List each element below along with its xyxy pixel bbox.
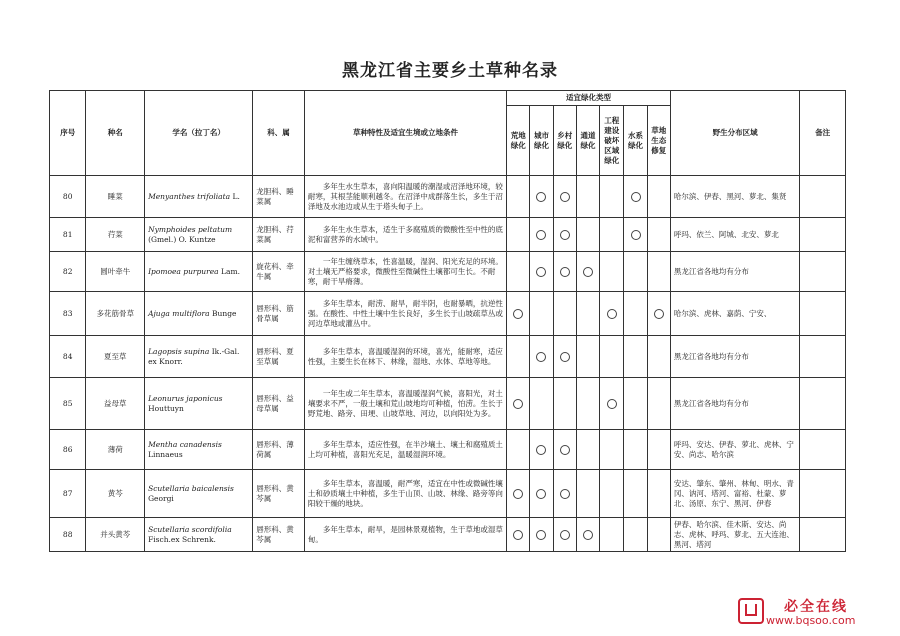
cell-type-mark (624, 378, 647, 430)
cell-family: 唇形科、筋骨草属 (253, 292, 305, 336)
cell-type-mark (507, 378, 530, 430)
cell-name: 夏至草 (86, 336, 145, 378)
cell-distribution: 呼玛、依兰、阿城、北安、萝北 (670, 218, 799, 252)
cell-type-mark (600, 252, 624, 292)
cell-type-mark (553, 470, 576, 518)
sci-name: Nymphoides peltatum (148, 224, 233, 234)
cell-type-mark (600, 176, 624, 218)
cell-type-mark (553, 518, 576, 552)
cell-type-mark (647, 470, 670, 518)
cell-distribution: 黑龙江省各地均有分布 (670, 378, 799, 430)
cell-family: 龙胆科、睡菜属 (253, 176, 305, 218)
circle-mark-icon (513, 399, 523, 409)
sci-author: Georgi (148, 493, 174, 503)
cell-name: 圆叶牵牛 (86, 252, 145, 292)
cell-type-mark (553, 252, 576, 292)
sci-author: (Gmel.) O. Kuntze (148, 234, 216, 244)
cell-type-mark (624, 430, 647, 470)
cell-sci (145, 378, 253, 430)
circle-mark-icon (536, 230, 546, 240)
cell-traits: 一年生缠绕草本，性喜温暖，湿润、阳光充足的环境。对土壤无严格要求，微酸性至微碱性土壤都可生长。不耐寒，耐干旱瘠薄。 (304, 252, 506, 292)
table-row (50, 252, 846, 292)
cell-remark (800, 518, 846, 552)
cell-traits: 多年生草本，耐旱，是园林景观植物，生于草地或湿草甸。 (304, 518, 506, 552)
header-type-water: 水系绿化 (624, 106, 647, 176)
table-row (50, 292, 846, 336)
cell-type-mark (553, 430, 576, 470)
header-no: 序号 (50, 91, 86, 176)
cell-family: 唇形科、黄芩属 (253, 518, 305, 552)
cell-type-mark (576, 176, 599, 218)
sci-name: Leonurus japonicus (148, 393, 223, 403)
cell-type-mark (600, 292, 624, 336)
table-row (50, 470, 846, 518)
cell-type-mark (530, 430, 553, 470)
header-type-group: 适宜绿化类型 (507, 91, 671, 106)
table-row (50, 336, 846, 378)
sci-name: Lagopsis supina (148, 346, 210, 356)
cell-type-mark (647, 176, 670, 218)
cell-remark (800, 292, 846, 336)
sci-author: Linnaeus (148, 449, 183, 459)
cell-type-mark (576, 470, 599, 518)
circle-mark-icon (513, 309, 523, 319)
cell-type-mark (576, 218, 599, 252)
circle-mark-icon (536, 489, 546, 499)
cell-type-mark (600, 378, 624, 430)
table-row (50, 430, 846, 470)
cell-type-mark (507, 252, 530, 292)
cell-traits: 多年生水生草本，喜向阳温暖的潮湿或沼泽地环境，较耐寒，其根茎能顺利越冬。在沼泽中成群落生长，多生于沼泽地及水池边或从生于塔头甸子上。 (304, 176, 506, 218)
cell-distribution: 哈尔滨、伊春、黑河、萝北、集贤 (670, 176, 799, 218)
cell-type-mark (576, 252, 599, 292)
circle-mark-icon (560, 489, 570, 499)
cell-remark (800, 218, 846, 252)
cell-sci (145, 252, 253, 292)
cell-type-mark (507, 292, 530, 336)
circle-mark-icon (607, 399, 617, 409)
circle-mark-icon (583, 267, 593, 277)
cell-no: 87 (50, 470, 86, 518)
header-type-corridor: 通道绿化 (576, 106, 599, 176)
cell-sci (145, 336, 253, 378)
cell-type-mark (624, 470, 647, 518)
cell-type-mark (507, 218, 530, 252)
cell-family: 唇形科、薄荷属 (253, 430, 305, 470)
cell-type-mark (530, 252, 553, 292)
cell-traits: 多年生草本，喜温暖湿润的环境，喜光，能耐寒，适应性强，主要生长在林下、林缘，湿地、水体、草地等地。 (304, 336, 506, 378)
cell-type-mark (530, 336, 553, 378)
cell-no: 82 (50, 252, 86, 292)
circle-mark-icon (513, 530, 523, 540)
cell-remark (800, 252, 846, 292)
cell-type-mark (530, 218, 553, 252)
cell-traits: 多年生草本，适应性强，在半沙壤土、壤土和腐殖质土上均可种植，喜阳光充足，温暖湿润环境。 (304, 430, 506, 470)
cell-name: 并头黄芩 (86, 518, 145, 552)
cell-no: 86 (50, 430, 86, 470)
header-type-engineering: 工程建设破坏区域绿化 (600, 106, 624, 176)
cell-type-mark (507, 176, 530, 218)
grass-species-table (49, 90, 846, 552)
cell-remark (800, 378, 846, 430)
circle-mark-icon (631, 192, 641, 202)
header-sci: 学名（拉丁名） (145, 91, 253, 176)
cell-type-mark (507, 430, 530, 470)
cell-type-mark (507, 518, 530, 552)
cell-type-mark (647, 218, 670, 252)
cell-type-mark (530, 292, 553, 336)
cell-sci (145, 218, 253, 252)
cell-no: 83 (50, 292, 86, 336)
watermark-line1: 必全在线 (784, 599, 848, 615)
header-type-grassland: 草地生态修复 (647, 106, 670, 176)
cell-no: 80 (50, 176, 86, 218)
sci-name: Scutellaria baicalensis (148, 483, 234, 493)
circle-mark-icon (560, 230, 570, 240)
circle-mark-icon (654, 309, 664, 319)
sci-author: Lam. (221, 266, 240, 276)
cell-type-mark (553, 292, 576, 336)
circle-mark-icon (560, 352, 570, 362)
circle-mark-icon (536, 352, 546, 362)
cell-type-mark (600, 218, 624, 252)
cell-name: 益母草 (86, 378, 145, 430)
cell-family: 唇形科、黄芩属 (253, 470, 305, 518)
cell-traits: 一年生或二年生草本，喜温暖湿润气候，喜阳光，对土壤要求不严，一般土壤和荒山坡地均可种植，怕涝。生长于野荒地、路旁、田埂、山坡草地、河边，以向阳处为多。 (304, 378, 506, 430)
cell-remark (800, 176, 846, 218)
cell-family: 旋花科、牵牛属 (253, 252, 305, 292)
cell-sci (145, 292, 253, 336)
sci-name: Menyanthes trifoliata (148, 191, 231, 201)
cell-type-mark (553, 378, 576, 430)
watermark (738, 596, 888, 630)
circle-mark-icon (631, 230, 641, 240)
sci-name: Mentha canadensis (148, 439, 222, 449)
table-row (50, 518, 846, 552)
header-type-urban: 城市绿化 (530, 106, 553, 176)
circle-mark-icon (536, 192, 546, 202)
cell-type-mark (647, 518, 670, 552)
watermark-logo-icon (738, 598, 764, 624)
header-name: 种名 (86, 91, 145, 176)
header-traits: 草种特性及适宜生境或立地条件 (304, 91, 506, 176)
cell-remark (800, 470, 846, 518)
cell-type-mark (553, 176, 576, 218)
sci-author: Fisch.ex Schrenk. (148, 534, 216, 544)
cell-type-mark (600, 470, 624, 518)
cell-type-mark (576, 430, 599, 470)
header-remarks: 备注 (800, 91, 846, 176)
cell-type-mark (576, 378, 599, 430)
cell-distribution: 安达、肇东、肇州、林甸、明水、青冈、讷河、塔河、富裕、杜蒙、萝北、汤原、东宁、黑河、伊春 (670, 470, 799, 518)
cell-no: 84 (50, 336, 86, 378)
cell-distribution: 伊春、哈尔滨、佳木斯、安达、尚志、虎林、呼玛、萝北、五大连池、黑河、塔河 (670, 518, 799, 552)
cell-name: 荇菜 (86, 218, 145, 252)
cell-type-mark (647, 292, 670, 336)
cell-traits: 多年生草本，耐涝、耐旱，耐半阴，也耐暴晒，抗逆性强。在酸性、中性土壤中生长良好，多生长于山坡疏草丛或河边草地或灌丛中。 (304, 292, 506, 336)
sci-name: Ajuga multiflora (148, 308, 210, 318)
cell-type-mark (624, 518, 647, 552)
cell-traits: 多年生水生草本，适生于多腐殖质的微酸性至中性的底泥和富营养的水域中。 (304, 218, 506, 252)
cell-distribution: 黑龙江省各地均有分布 (670, 252, 799, 292)
header-distribution: 野生分布区域 (670, 91, 799, 176)
cell-no: 88 (50, 518, 86, 552)
header-type-rural: 乡村绿化 (553, 106, 576, 176)
circle-mark-icon (583, 530, 593, 540)
table-row (50, 176, 846, 218)
cell-distribution: 哈尔滨、虎林、嘉荫、宁安、 (670, 292, 799, 336)
circle-mark-icon (536, 267, 546, 277)
cell-no: 81 (50, 218, 86, 252)
cell-type-mark (530, 378, 553, 430)
sci-author: Bunge (212, 308, 237, 318)
circle-mark-icon (560, 530, 570, 540)
table-row (50, 218, 846, 252)
cell-sci (145, 176, 253, 218)
circle-mark-icon (560, 192, 570, 202)
circle-mark-icon (536, 445, 546, 455)
cell-type-mark (553, 218, 576, 252)
cell-type-mark (530, 470, 553, 518)
cell-sci (145, 518, 253, 552)
circle-mark-icon (560, 267, 570, 277)
cell-type-mark (624, 292, 647, 336)
cell-type-mark (647, 430, 670, 470)
cell-type-mark (647, 336, 670, 378)
cell-family: 唇形科、益母草属 (253, 378, 305, 430)
cell-type-mark (576, 336, 599, 378)
cell-sci (145, 470, 253, 518)
cell-no: 85 (50, 378, 86, 430)
cell-family: 龙胆科、荇菜属 (253, 218, 305, 252)
cell-remark (800, 430, 846, 470)
cell-name: 睡菜 (86, 176, 145, 218)
cell-traits: 多年生草本，喜温暖，耐严寒，适宜在中性或微碱性壤土和砂质壤土中种植，多生于山顶、山坡、林缘、路旁等向阳较干燥的地块。 (304, 470, 506, 518)
sci-author: Ik.-Gal. ex Knorr. (148, 346, 240, 366)
table-row (50, 378, 846, 430)
cell-type-mark (576, 292, 599, 336)
sci-author: Houttuyn (148, 403, 184, 413)
sci-name: Ipomoea purpurea (148, 266, 219, 276)
cell-type-mark (576, 518, 599, 552)
cell-remark (800, 336, 846, 378)
cell-type-mark (530, 518, 553, 552)
circle-mark-icon (560, 445, 570, 455)
cell-type-mark (647, 252, 670, 292)
cell-type-mark (507, 470, 530, 518)
cell-type-mark (624, 218, 647, 252)
cell-type-mark (624, 252, 647, 292)
circle-mark-icon (536, 530, 546, 540)
cell-type-mark (507, 336, 530, 378)
cell-family: 唇形科、夏至草属 (253, 336, 305, 378)
cell-type-mark (624, 176, 647, 218)
header-type-wasteland: 荒地绿化 (507, 106, 530, 176)
cell-name: 黄芩 (86, 470, 145, 518)
cell-type-mark (624, 336, 647, 378)
page-title: 黑龙江省主要乡土草种名录 (342, 61, 558, 81)
cell-name: 薄荷 (86, 430, 145, 470)
cell-type-mark (647, 378, 670, 430)
sci-name: Scutellaria scordifolia (148, 524, 232, 534)
cell-distribution: 黑龙江省各地均有分布 (670, 336, 799, 378)
cell-type-mark (600, 518, 624, 552)
cell-name: 多花筋骨草 (86, 292, 145, 336)
circle-mark-icon (607, 309, 617, 319)
cell-type-mark (600, 430, 624, 470)
cell-type-mark (553, 336, 576, 378)
sci-author: L. (232, 191, 240, 201)
watermark-line2: www.bqsoo.com (766, 614, 856, 627)
cell-type-mark (600, 336, 624, 378)
cell-sci (145, 430, 253, 470)
circle-mark-icon (513, 489, 523, 499)
cell-distribution: 呼玛、安达、伊春、萝北、虎林、宁安、尚志、哈尔滨 (670, 430, 799, 470)
header-family: 科、属 (253, 91, 305, 176)
cell-type-mark (530, 176, 553, 218)
